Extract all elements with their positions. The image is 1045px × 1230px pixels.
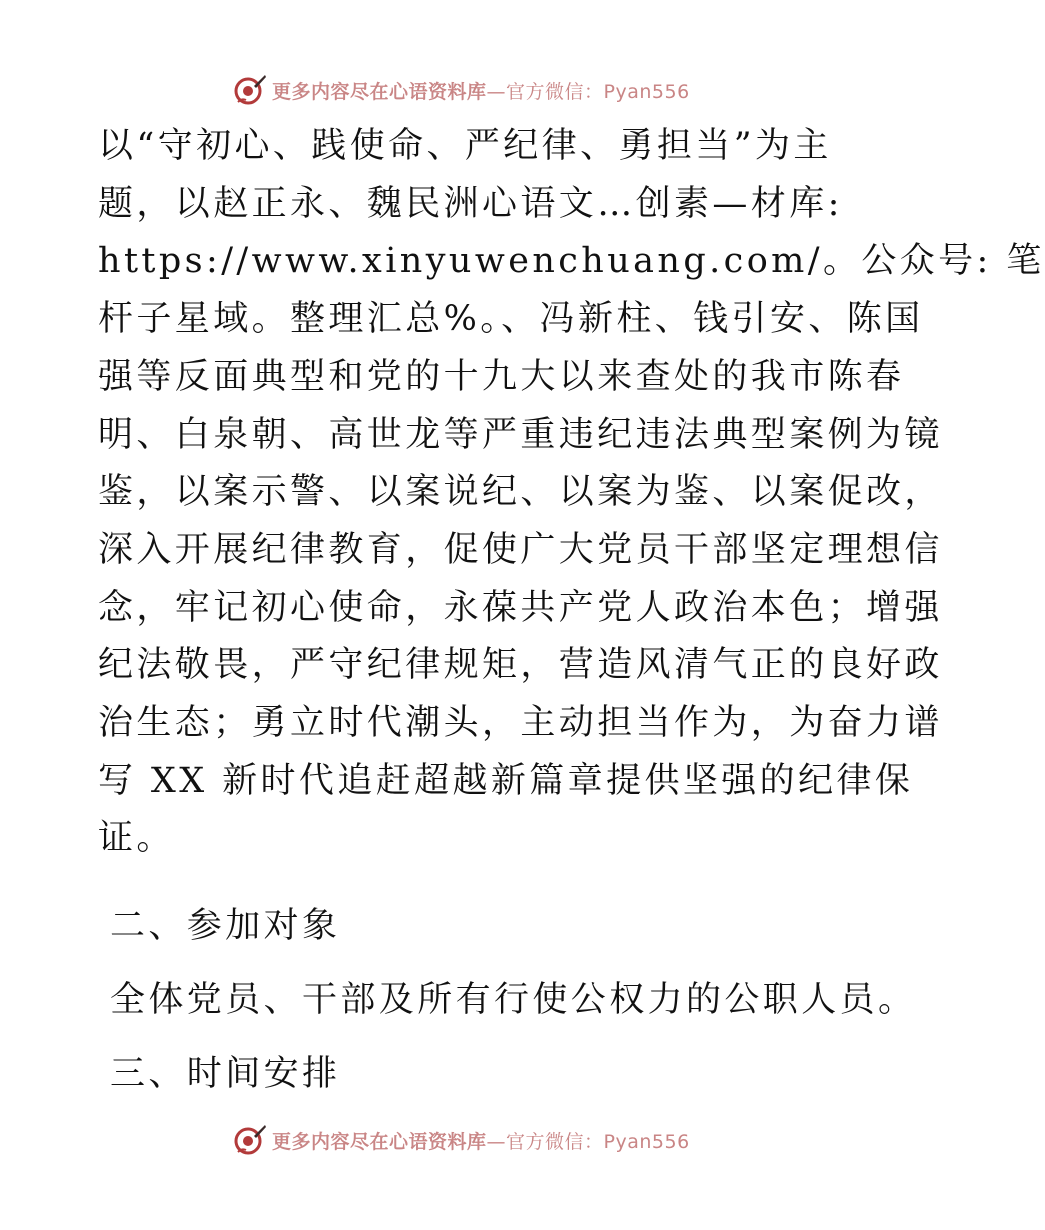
brush-logo-icon [232, 72, 268, 108]
section-heading-schedule: 三、时间安排 [110, 1054, 341, 1094]
paragraph-line: https://www.xinyuwenchuang.com/。公众号: 笔 [98, 241, 1045, 282]
body-paragraph [98, 118, 1045, 868]
paragraph-line: 写 XX 新时代追赶超越新篇章提供坚强的纪律保 [98, 760, 914, 801]
watermark-left-text: 更多内容尽在心语资料库 [272, 1130, 487, 1153]
paragraph-line: 强等反面典型和党的十九大以来查处的我市陈春 [98, 356, 905, 397]
paragraph-line: 治生态；勇立时代潮头，主动担当作为，为奋力谱 [98, 703, 943, 744]
watermark-footer [232, 1120, 690, 1160]
paragraph-line: 杆子星域。整理汇总%。、冯新柱、钱引安、陈国 [98, 299, 924, 340]
paragraph-line: 以“守初心、践使命、严纪律、勇担当”为主 [98, 126, 832, 166]
watermark-right-text: —官方微信：Pyan556 [486, 80, 690, 103]
brush-logo-icon [232, 1122, 268, 1158]
watermark-left-text: 更多内容尽在心语资料库 [272, 80, 487, 103]
paragraph-line: 明、白泉朝、高世龙等严重违纪违法典型案例为镜 [98, 414, 943, 455]
section-heading-participants: 二、参加对象 [110, 906, 341, 946]
watermark-right-text: —官方微信：Pyan556 [486, 1130, 690, 1153]
section-text-participants: 全体党员、干部及所有行使公权力的公职人员。 [110, 980, 917, 1020]
paragraph-line: 深入开展纪律教育，促使广大党员干部坚定理想信 [98, 529, 943, 570]
paragraph-line: 纪法敬畏，严守纪律规矩，营造风清气正的良好政 [98, 645, 943, 686]
watermark-header [232, 70, 690, 110]
paragraph-line: 证。 [98, 818, 175, 859]
paragraph-line: 念，牢记初心使命，永葆共产党人政治本色；增强 [98, 587, 943, 628]
paragraph-line: 题，以赵正永、魏民洲心语文…创素—材库: [98, 183, 843, 224]
paragraph-line: 鉴，以案示警、以案说纪、以案为鉴、以案促改， [98, 472, 943, 513]
